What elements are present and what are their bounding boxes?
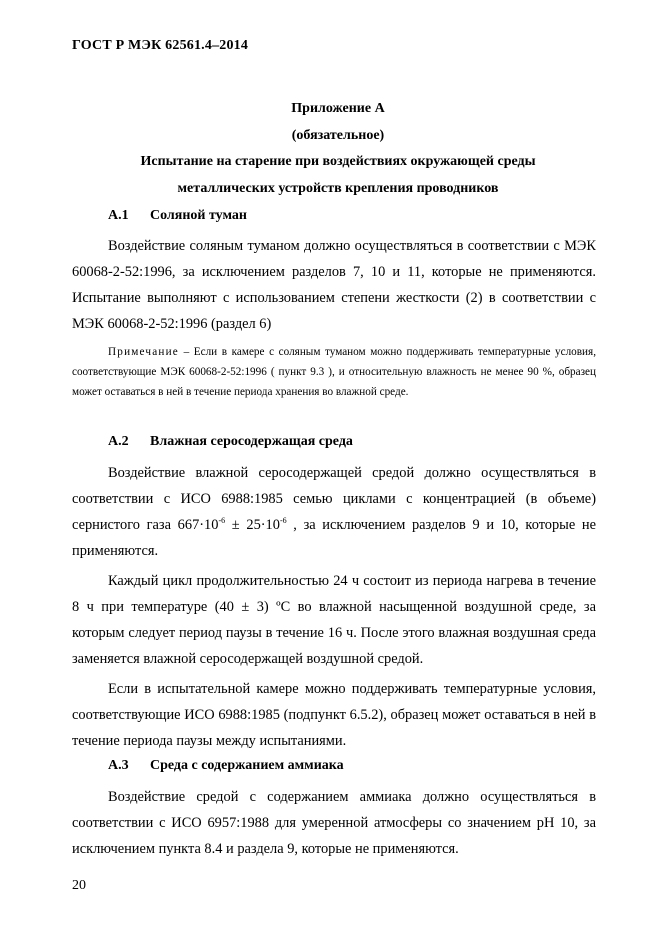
section-a3-heading [108,758,344,774]
note-text: – Если в камере с соляным туманом можно поддерживать температурные условия, соответствующие МЭК 60068-2-52:1996 ( пункт 9.3 ), и относительную влажность не менее 90 %, образец может оставаться в ней в течение периода хранения во влажной среде. [72,346,596,398]
exponent-1: -6 [218,516,226,526]
annex-heading-line2: металлических устройств крепления проводников [177,181,499,196]
exponent-2: -6 [279,516,287,526]
annex-status: (обязательное) [291,128,385,143]
annex-title: Приложение А [291,101,385,116]
section-a1-title: Соляной туман [150,208,248,223]
section-a1-note [72,342,596,402]
para-text-after: , за исключением разделов 9 и 10, которые не применяются. [72,517,597,559]
section-a1-heading [108,208,247,224]
section-a2-paragraph-1 [72,460,596,564]
section-a2-title: Влажная серосодержащая среда [150,434,353,449]
section-a1-number: А.1 [108,208,129,223]
section-a2-heading [108,434,353,450]
section-a1-paragraph: Воздействие соляным туманом должно осуществляться в соответствии с МЭК 60068-2-52:1996, за исключением разделов 7, 10 и 11, которые не применяются. Испытание выполняют с использованием степени жесткости (2) в соответствии с МЭК 60068-2-52:1996 (раздел 6) [72,238,596,332]
section-a3-number: А.3 [108,758,129,773]
page-number: 20 [72,878,86,893]
section-a3-title: Среда с содержанием аммиака [150,758,344,773]
standard-header: ГОСТ Р МЭК 62561.4–2014 [72,38,249,53]
annex-heading-line1: Испытание на старение при воздействиях окружающей среды [140,154,536,169]
section-a2-paragraph-3: Если в испытательной камере можно поддерживать температурные условия, соответствующие ИСО 6988:1985 (подпункт 6.5.2), образец может оставаться в ней в течение периода паузы между испытаниями. [72,681,596,749]
note-label: Примечание [108,346,179,358]
section-a3-paragraph: Воздействие средой с содержанием аммиака должно осуществляться в соответствии с ИСО 6957:1988 для умеренной атмосферы со значением pH 10, за исключением пункта 8.4 и раздела 9, которые не применяются. [72,789,596,857]
section-a2-paragraph-2: Каждый цикл продолжительностью 24 ч состоит из периода нагрева в течение 8 ч при температуре (40 ± 3) ºС во влажной насыщенной воздушной среде, за которым следует период паузы в течение 16 ч. После этого влажная воздушная среда заменяется влажной серосодержащей воздушной средой. [72,573,596,667]
para-text-before: Воздействие влажной серосодержащей средой должно осуществляться в соответствии с ИСО 6988:1985 семью циклами с концентрацией (в объеме) сернистого газа 667·10 [72,465,596,533]
section-a2-number: А.2 [108,434,129,449]
para-text-middle: ± 25·10 [225,517,280,533]
